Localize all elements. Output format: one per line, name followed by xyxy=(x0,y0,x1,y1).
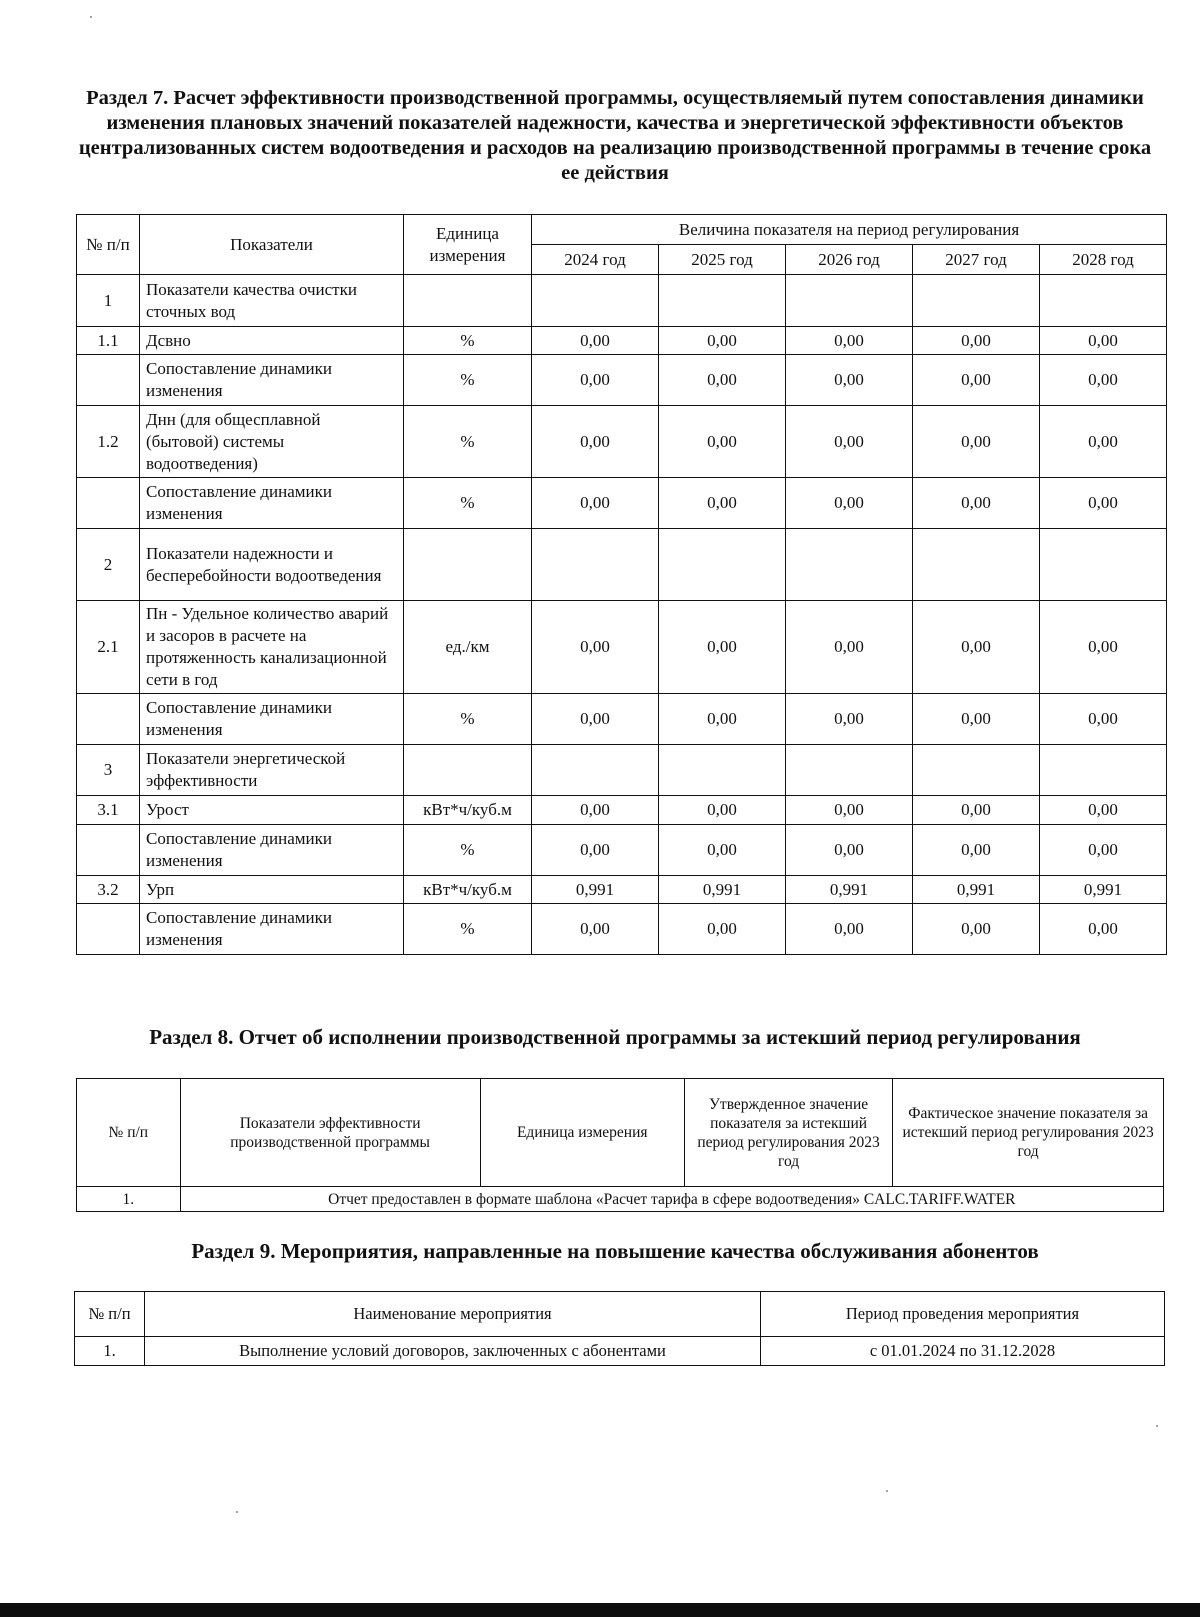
header-name: Наименование мероприятия xyxy=(145,1292,761,1337)
row-num: 1. xyxy=(77,1187,181,1212)
row-value: 0,00 xyxy=(1040,327,1167,355)
row-value: 0,00 xyxy=(786,825,913,876)
row-num xyxy=(77,694,140,745)
row-num: 2.1 xyxy=(77,601,140,694)
row-indicator: Показатели надежности и бесперебойности водоотведения xyxy=(140,529,404,601)
row-value: 0,00 xyxy=(913,355,1040,406)
row-unit: % xyxy=(404,355,532,406)
row-value: 0,00 xyxy=(786,694,913,745)
row-num: 1.2 xyxy=(77,406,140,478)
row-num xyxy=(77,478,140,529)
row-value: 0,00 xyxy=(532,327,659,355)
row-value: 0,00 xyxy=(659,904,786,955)
header-year: 2027 год xyxy=(913,245,1040,275)
row-value: 0,00 xyxy=(786,406,913,478)
row-indicator: Днн (для общесплавной (бытовой) системы водоотведения) xyxy=(140,406,404,478)
section-7-title: Раздел 7. Расчет эффективности производственной программы, осуществляемый путем сопоставления динамики изменения плановых значений показателей надежности, качества и энергетической эффективности объектов централизованных систем водоотведения и расходов на реализацию производственной программы в течение срока ее действия xyxy=(78,87,1152,184)
row-value: 0,00 xyxy=(659,694,786,745)
table-row xyxy=(77,796,1167,825)
row-value: 0,00 xyxy=(786,601,913,694)
event-name: Выполнение условий договоров, заключенных с абонентами xyxy=(145,1337,761,1366)
row-value xyxy=(913,529,1040,601)
row-unit: кВт*ч/куб.м xyxy=(404,876,532,904)
row-value: 0,00 xyxy=(532,355,659,406)
table-row xyxy=(77,745,1167,796)
header-actual: Фактическое значение показателя за истекший период регулирования 2023 год xyxy=(893,1079,1164,1187)
row-unit: ед./км xyxy=(404,601,532,694)
table-row xyxy=(77,275,1167,327)
row-indicator: Сопоставление динамики изменения xyxy=(140,904,404,955)
row-value: 0,00 xyxy=(532,478,659,529)
row-indicator: Показатели энергетической эффективности xyxy=(140,745,404,796)
row-value: 0,991 xyxy=(786,876,913,904)
row-value xyxy=(659,529,786,601)
row-value xyxy=(913,745,1040,796)
table-row xyxy=(77,904,1167,955)
row-value: 0,00 xyxy=(1040,406,1167,478)
row-indicator: Сопоставление динамики изменения xyxy=(140,694,404,745)
header-year: 2028 год xyxy=(1040,245,1167,275)
header-indicators: Показатели xyxy=(140,215,404,275)
row-unit: % xyxy=(404,478,532,529)
row-value: 0,00 xyxy=(1040,796,1167,825)
header-unit: Единица измерения xyxy=(480,1079,684,1187)
row-value: 0,00 xyxy=(1040,904,1167,955)
row-indicator: Сопоставление динамики изменения xyxy=(140,355,404,406)
section-8-table xyxy=(76,1078,1164,1212)
row-value xyxy=(786,275,913,327)
row-num: 1. xyxy=(75,1337,145,1366)
row-indicator: Дсвно xyxy=(140,327,404,355)
row-value xyxy=(786,529,913,601)
row-indicator: Урост xyxy=(140,796,404,825)
row-value: 0,00 xyxy=(786,904,913,955)
row-value: 0,00 xyxy=(659,796,786,825)
section-8-title: Раздел 8. Отчет об исполнении производственной программы за истекший период регулирования xyxy=(149,1025,1081,1049)
row-value: 0,00 xyxy=(913,904,1040,955)
row-value: 0,00 xyxy=(913,478,1040,529)
table-row xyxy=(77,327,1167,355)
row-unit: кВт*ч/куб.м xyxy=(404,796,532,825)
row-value xyxy=(659,275,786,327)
row-unit: % xyxy=(404,406,532,478)
row-value: 0,00 xyxy=(659,478,786,529)
row-num: 1.1 xyxy=(77,327,140,355)
row-value xyxy=(532,529,659,601)
row-unit xyxy=(404,275,532,327)
row-value: 0,00 xyxy=(913,796,1040,825)
row-value: 0,00 xyxy=(913,601,1040,694)
row-num: 1 xyxy=(77,275,140,327)
table-row xyxy=(77,406,1167,478)
row-value xyxy=(786,745,913,796)
row-value: 0,00 xyxy=(1040,694,1167,745)
row-value: 0,00 xyxy=(659,327,786,355)
table-row xyxy=(77,478,1167,529)
row-value xyxy=(532,275,659,327)
row-num xyxy=(77,355,140,406)
row-value xyxy=(532,745,659,796)
row-value xyxy=(1040,745,1167,796)
header-year: 2026 год xyxy=(786,245,913,275)
event-period: с 01.01.2024 по 31.12.2028 xyxy=(761,1337,1165,1366)
row-value: 0,991 xyxy=(1040,876,1167,904)
table-row xyxy=(77,876,1167,904)
table-row xyxy=(77,601,1167,694)
report-note: Отчет предоставлен в формате шаблона «Расчет тарифа в сфере водоотведения» CALC.TARIFF.WATER xyxy=(180,1187,1163,1212)
row-value: 0,00 xyxy=(786,327,913,355)
row-indicator: Урп xyxy=(140,876,404,904)
row-value: 0,00 xyxy=(913,327,1040,355)
row-num: 3.1 xyxy=(77,796,140,825)
row-indicator: Показатели качества очистки сточных вод xyxy=(140,275,404,327)
header-num: № п/п xyxy=(77,215,140,275)
row-value: 0,00 xyxy=(532,825,659,876)
row-num xyxy=(77,825,140,876)
row-unit xyxy=(404,745,532,796)
row-indicator: Сопоставление динамики изменения xyxy=(140,478,404,529)
scan-edge-bar xyxy=(0,1603,1200,1617)
table-row xyxy=(77,355,1167,406)
scan-speck xyxy=(1156,1425,1158,1427)
header-year: 2024 год xyxy=(532,245,659,275)
scan-speck xyxy=(90,16,92,18)
header-approved: Утвержденное значение показателя за истекший период регулирования 2023 год xyxy=(684,1079,892,1187)
header-period: Период проведения мероприятия xyxy=(761,1292,1165,1337)
row-value: 0,00 xyxy=(913,825,1040,876)
row-indicator: Сопоставление динамики изменения xyxy=(140,825,404,876)
row-unit: % xyxy=(404,904,532,955)
row-num xyxy=(77,904,140,955)
row-value xyxy=(1040,275,1167,327)
row-num: 3 xyxy=(77,745,140,796)
header-period: Величина показателя на период регулирования xyxy=(532,215,1167,245)
row-value: 0,00 xyxy=(659,601,786,694)
table-row xyxy=(77,825,1167,876)
row-value: 0,00 xyxy=(1040,355,1167,406)
header-year: 2025 год xyxy=(659,245,786,275)
scan-speck xyxy=(886,1490,888,1492)
section-9-title: Раздел 9. Мероприятия, направленные на повышение качества обслуживания абонентов xyxy=(191,1239,1039,1263)
header-indicators: Показатели эффективности производственной программы xyxy=(180,1079,480,1187)
row-value: 0,00 xyxy=(659,406,786,478)
row-value: 0,00 xyxy=(532,796,659,825)
row-unit xyxy=(404,529,532,601)
scan-speck xyxy=(236,1511,238,1513)
row-value xyxy=(659,745,786,796)
row-value: 0,00 xyxy=(786,478,913,529)
row-value: 0,991 xyxy=(659,876,786,904)
row-unit: % xyxy=(404,825,532,876)
row-value: 0,00 xyxy=(532,904,659,955)
row-value: 0,00 xyxy=(659,825,786,876)
row-value: 0,00 xyxy=(532,406,659,478)
section-7-table xyxy=(76,214,1167,955)
row-value xyxy=(1040,529,1167,601)
header-unit: Единица измерения xyxy=(404,215,532,275)
row-value: 0,00 xyxy=(659,355,786,406)
row-value: 0,00 xyxy=(532,694,659,745)
header-num: № п/п xyxy=(75,1292,145,1337)
row-unit: % xyxy=(404,694,532,745)
table-row xyxy=(77,694,1167,745)
row-value: 0,00 xyxy=(532,601,659,694)
header-num: № п/п xyxy=(77,1079,181,1187)
row-value: 0,00 xyxy=(786,796,913,825)
row-unit: % xyxy=(404,327,532,355)
row-value: 0,00 xyxy=(913,406,1040,478)
row-value: 0,00 xyxy=(1040,825,1167,876)
row-value: 0,991 xyxy=(532,876,659,904)
row-value: 0,00 xyxy=(1040,478,1167,529)
table-row xyxy=(77,529,1167,601)
row-value xyxy=(913,275,1040,327)
row-num: 2 xyxy=(77,529,140,601)
row-value: 0,00 xyxy=(1040,601,1167,694)
row-value: 0,00 xyxy=(913,694,1040,745)
row-indicator: Пн - Удельное количество аварий и засоров в расчете на протяженность канализационной сети в год xyxy=(140,601,404,694)
row-value: 0,00 xyxy=(786,355,913,406)
section-9-table xyxy=(74,1291,1165,1366)
row-num: 3.2 xyxy=(77,876,140,904)
row-value: 0,991 xyxy=(913,876,1040,904)
